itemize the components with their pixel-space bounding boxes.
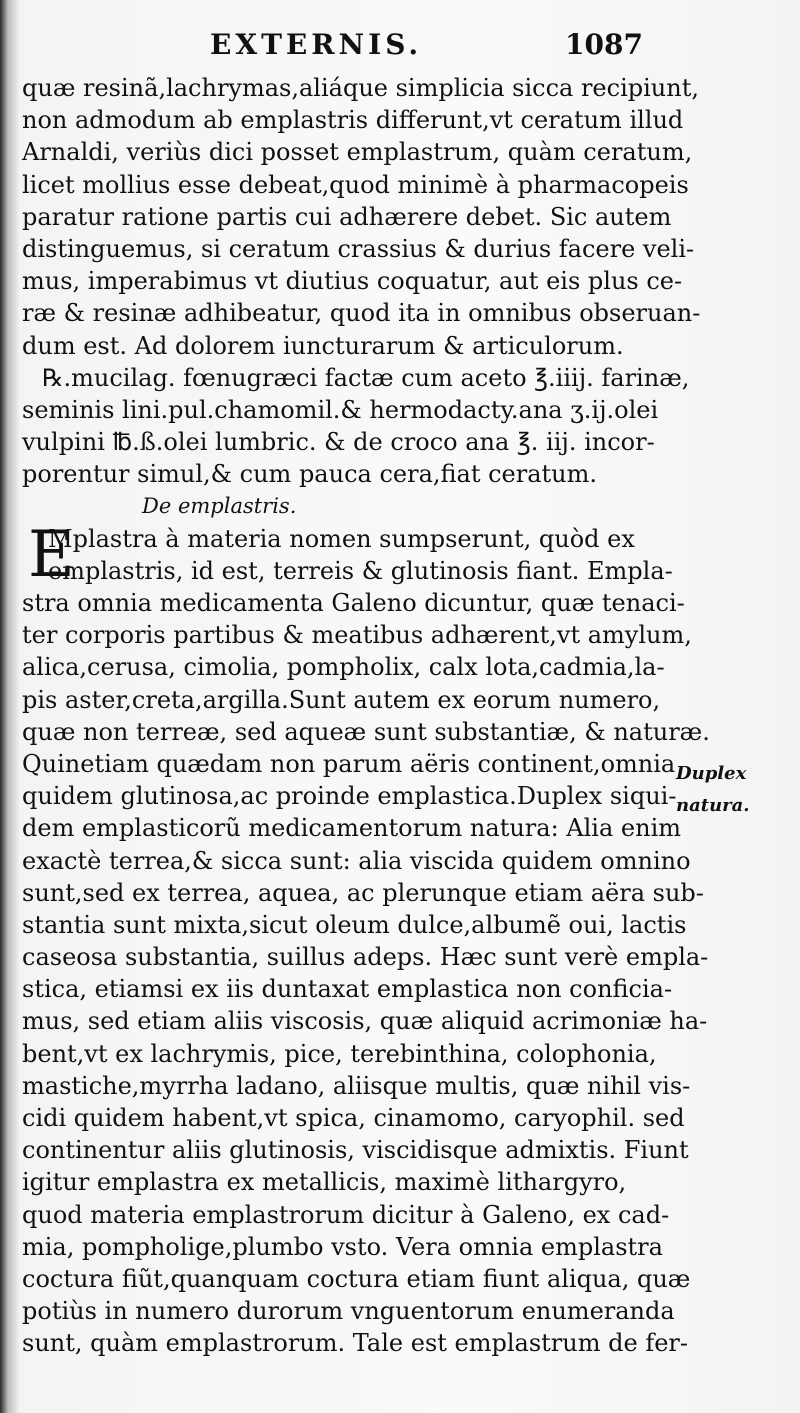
text-line: caseosa substantia, suillus adeps. Hæc sunt verè empla- [22,943,709,972]
text-line: non admodum ab emplastris differunt,vt ceratum illud [22,106,684,135]
text-line: quæ non terreæ, sed aqueæ sunt substantiæ, & naturæ. [22,717,710,746]
section-heading: De emplastris. [142,494,297,519]
running-head: EXTERNIS. [210,28,423,61]
text-line: mia, pompholige,plumbo vsto. Vera omnia emplastra [22,1232,663,1261]
recipe-line: porentur simul,& cum pauca cera,fiat ceratum. [22,460,598,489]
text-line: distinguemus, si ceratum crassius & durius facere veli- [22,234,695,263]
text-line: ter corporis partibus & meatibus adhærent,vt amylum, [22,621,692,650]
text-line: Quinetiam quædam non parum aëris continent,omnia [22,749,676,778]
text-line: alica,cerusa, cimolia, pompholix, calx lota,cadmia,la- [22,653,665,682]
text-line: pis aster,creta,argilla.Sunt autem ex eorum numero, [22,685,661,714]
text-line: exactè terrea,& sicca sunt: alia viscida quidem omnino [22,846,691,875]
recipe-line: ℞.mucilag. fœnugræci factæ cum aceto ℥.iiij. farinæ, [42,363,690,392]
text-line: Arnaldi, veriùs dici posset emplastrum, quàm ceratum, [22,138,693,167]
text-line: quæ resinã,lachrymas,aliáque simplicia sicca recipiunt, [22,74,699,102]
text-line: ræ & resinæ adhibeatur, quod ita in omnibus obseruan- [22,299,701,328]
page-header [0,24,800,64]
body-text [22,72,710,1360]
text-line: bent,vt ex lachrymis, pice, terebinthina, colophonia, [22,1039,657,1068]
drop-cap: E [28,517,75,592]
text-line: mus, imperabimus vt diutius coquatur, aut eis plus ce- [22,267,683,296]
text-line: sunt,sed ex terrea, aquea, ac plerunque etiam aëra sub- [22,878,704,907]
text-line: licet mollius esse debeat,quod minimè à pharmacopeis [22,170,689,199]
text-line: quidem glutinosa,ac proinde emplastica.Duplex siqui- [22,782,677,811]
text-line: continentur aliis glutinosis, viscidisque admixtis. Fiunt [22,1136,689,1165]
text-line: potiùs in numero durorum vnguentorum enumeranda [22,1297,675,1326]
text-line: coctura fiũt,quanquam coctura etiam fiunt aliqua, quæ [22,1264,691,1293]
text-line: stra omnia medicamenta Galeno dicuntur, quæ tenaci- [22,589,685,617]
text-line: mastiche,myrrha ladano, aliisque multis, quæ nihil vis- [22,1071,691,1100]
text-line: dum est. Ad dolorem iuncturarum & articulorum. [22,331,624,360]
text-line: dem emplasticorũ medicamentorum natura: Alia enim [22,814,682,843]
recipe-line: vulpini ℔.ß.olei lumbric. & de croco ana ℥. iij. incor- [22,428,655,457]
text-line-content: Mplastra à materia nomen sumpserunt, quòd ex [48,524,635,553]
text-line: mus, sed etiam aliis viscosis, quæ aliquid acrimoniæ ha- [22,1007,708,1036]
text-line: stica, etiamsi ex iis duntaxat emplastica non conficia- [22,975,673,1004]
text-line: quod materia emplastrorum dicitur à Galeno, ex cad- [22,1200,670,1229]
text-line: stantia sunt mixta,sicut oleum dulce,albumẽ oui, lactis [22,910,687,939]
text-line: cidi quidem habent,vt spica, cinamomo, caryophil. sed [22,1104,685,1132]
text-line: igitur emplastra ex metallicis, maximè lithargyro, [22,1168,627,1197]
text-line: paratur ratione partis cui adhærere debet. Sic autem [22,202,672,231]
margin-note-line: Duplex [676,763,747,784]
text-line: emplastris, id est, terreis & glutinosis fiant. Empla- [48,556,673,585]
margin-note [676,758,796,822]
page-number: 1087 [565,28,643,61]
text-line: sunt, quàm emplastrorum. Tale est emplastrum de fer- [22,1329,688,1358]
margin-note-line: natura. [676,795,750,816]
recipe-line: seminis lini.pul.chamomil.& hermodacty.ana ʒ.ij.olei [22,395,659,424]
